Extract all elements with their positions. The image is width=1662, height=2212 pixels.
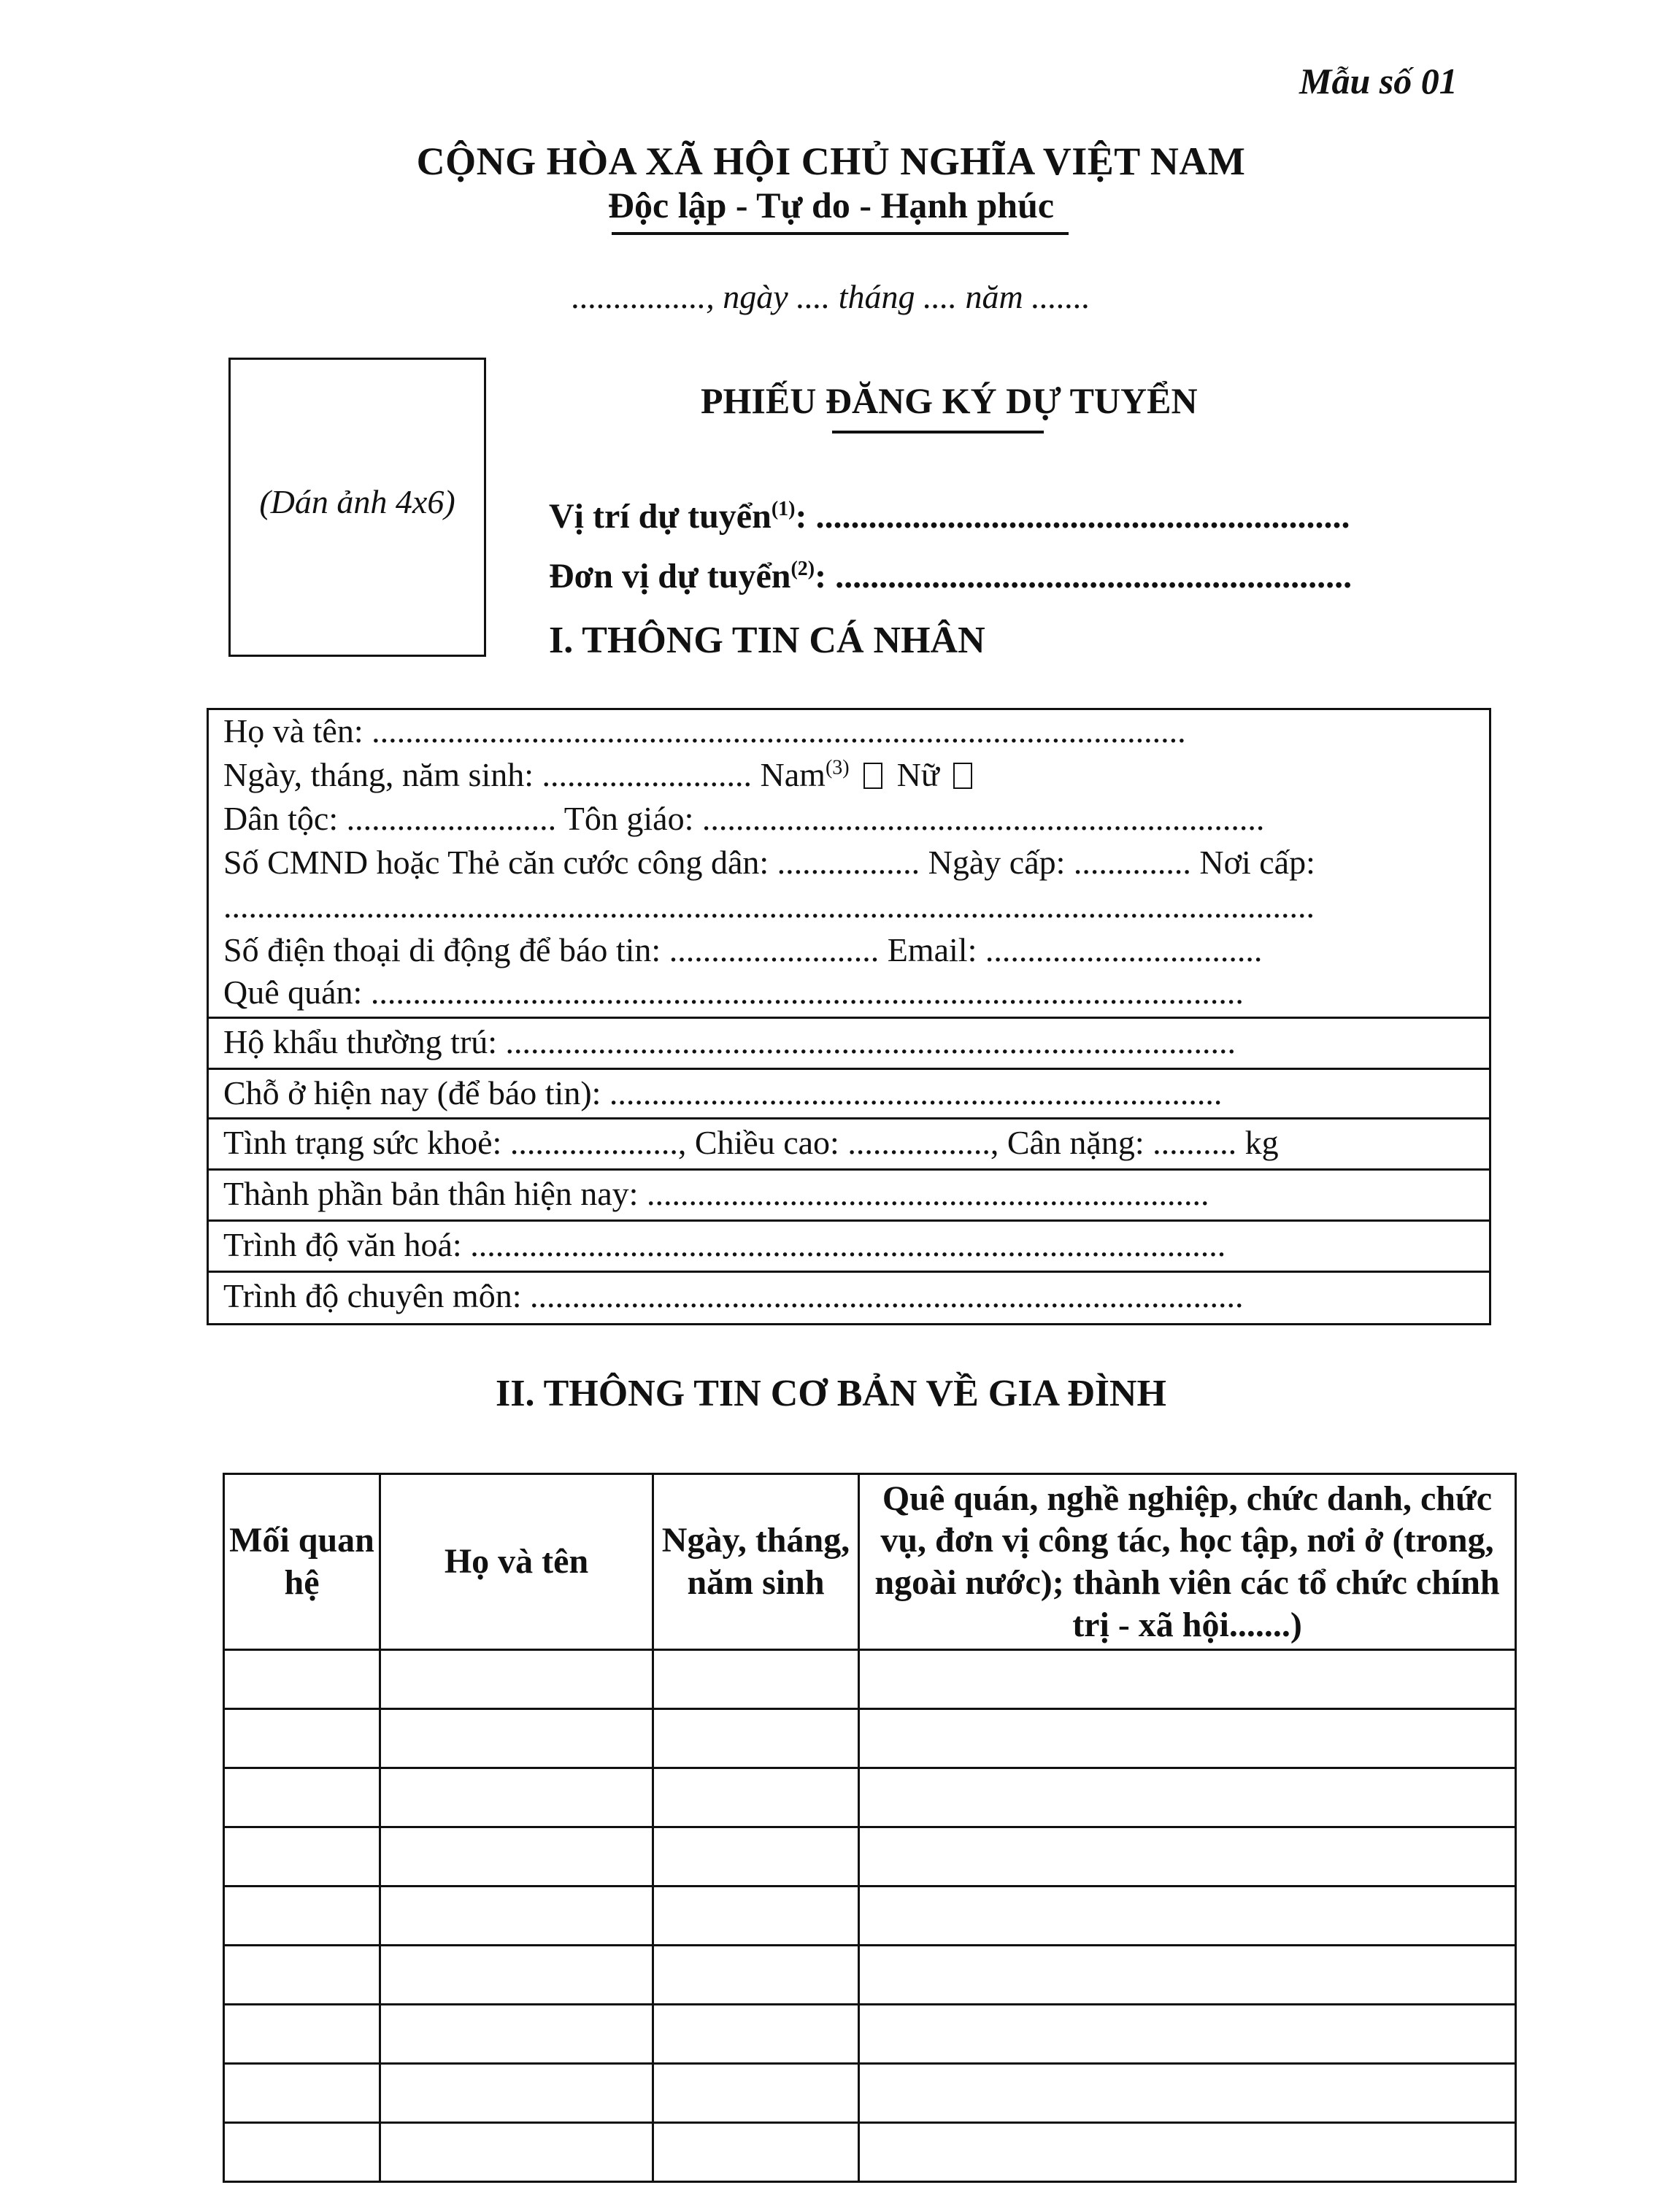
full-name-field[interactable]: Họ và tên: ................................................................................................. [223, 712, 1186, 749]
table-row [224, 1946, 1516, 2005]
relationship-cell[interactable] [224, 1887, 380, 1946]
form-title: PHIẾU ĐĂNG KÝ DỰ TUYỂN [701, 380, 1198, 421]
form-code: Mẫu số 01 [1299, 61, 1458, 101]
col-full-name: Họ và tên [380, 1474, 653, 1650]
name-cell[interactable] [380, 2123, 653, 2182]
details-cell[interactable] [859, 2005, 1516, 2064]
id-card-place-field[interactable]: .................................................................................................................................. [223, 887, 1315, 925]
birth-date-cell[interactable] [653, 1768, 859, 1827]
section-family-title: II. THÔNG TIN CƠ BẢN VỀ GIA ĐÌNH [496, 1373, 1166, 1414]
unit-field[interactable] [549, 556, 1352, 596]
details-cell[interactable] [859, 2123, 1516, 2182]
personal-info-box [207, 708, 1491, 1325]
dob-gender-field[interactable] [223, 755, 978, 794]
details-cell[interactable] [859, 1946, 1516, 2005]
id-card-field[interactable]: Số CMND hoặc Thẻ căn cước công dân: ................. Ngày cấp: .............. Nơi cấp: [223, 844, 1315, 881]
place-date-line: ................, ngày .... tháng .... năm ....... [572, 278, 1090, 315]
position-label: Vị trí dự tuyển [549, 497, 772, 536]
table-row [224, 2123, 1516, 2182]
name-cell[interactable] [380, 1768, 653, 1827]
row-divider [209, 1068, 1489, 1070]
name-cell[interactable] [380, 1709, 653, 1768]
table-row [224, 1827, 1516, 1887]
phone-email-field[interactable]: Số điện thoại di động để báo tin: ......................... Email: ................................. [223, 931, 1263, 968]
relationship-cell[interactable] [224, 2064, 380, 2123]
row-divider [209, 1219, 1489, 1222]
photo-label: (Dán ảnh 4x6) [259, 483, 455, 520]
name-cell[interactable] [380, 1946, 653, 2005]
footnote-3: (3) [825, 756, 850, 779]
unit-value[interactable]: : ........................................................... [815, 557, 1353, 596]
table-row [224, 2064, 1516, 2123]
name-cell[interactable] [380, 1827, 653, 1887]
health-field[interactable]: Tình trạng sức khoẻ: ...................., Chiều cao: ................., Cân nặng: .......... kg [223, 1124, 1279, 1161]
birth-date-cell[interactable] [653, 2005, 859, 2064]
name-cell[interactable] [380, 2064, 653, 2123]
national-title: CỘNG HÒA XÃ HỘI CHỦ NGHĨA VIỆT NAM [416, 139, 1246, 183]
birth-date-cell[interactable] [653, 1946, 859, 2005]
photo-placeholder[interactable] [228, 358, 486, 657]
relationship-cell[interactable] [224, 1650, 380, 1709]
col-details: Quê quán, nghề nghiệp, chức danh, chức vụ, đơn vị công tác, học tập, nơi ở (trong, ngoài nước); thành viên các tổ chức chính trị - xã hội.......) [859, 1474, 1516, 1650]
family-table [223, 1473, 1517, 2183]
relationship-cell[interactable] [224, 1827, 380, 1887]
current-address-field[interactable]: Chỗ ở hiện nay (để báo tin): ......................................................................... [223, 1074, 1223, 1111]
female-label: Nữ [896, 756, 939, 793]
footnote-1: (1) [771, 498, 796, 520]
motto-underline [612, 232, 1069, 235]
relationship-cell[interactable] [224, 2123, 380, 2182]
details-cell[interactable] [859, 2064, 1516, 2123]
table-row [224, 1768, 1516, 1827]
details-cell[interactable] [859, 1709, 1516, 1768]
social-status-field[interactable]: Thành phần bản thân hiện nay: ................................................................... [223, 1175, 1209, 1212]
relationship-cell[interactable] [224, 1709, 380, 1768]
details-cell[interactable] [859, 1650, 1516, 1709]
unit-label: Đơn vị dự tuyển [549, 557, 791, 596]
birth-date-cell[interactable] [653, 1650, 859, 1709]
relationship-cell[interactable] [224, 2005, 380, 2064]
relationship-cell[interactable] [224, 1768, 380, 1827]
section-personal-title: I. THÔNG TIN CÁ NHÂN [549, 620, 985, 661]
table-row [224, 1709, 1516, 1768]
row-divider [209, 1271, 1489, 1273]
birth-date-cell[interactable] [653, 2123, 859, 2182]
col-relationship: Mối quan hệ [224, 1474, 380, 1650]
table-row [224, 1887, 1516, 1946]
birth-date-cell[interactable] [653, 1887, 859, 1946]
birth-date-cell[interactable] [653, 1827, 859, 1887]
title-underline [832, 431, 1044, 433]
details-cell[interactable] [859, 1827, 1516, 1887]
name-cell[interactable] [380, 1650, 653, 1709]
row-divider [209, 1168, 1489, 1171]
female-checkbox[interactable] [953, 763, 972, 789]
hometown-field[interactable]: Quê quán: ........................................................................................................ [223, 974, 1244, 1011]
ethnicity-religion-field[interactable]: Dân tộc: ......................... Tôn giáo: ................................................................... [223, 800, 1265, 837]
table-header-row [224, 1474, 1516, 1650]
table-row [224, 1650, 1516, 1709]
name-cell[interactable] [380, 1887, 653, 1946]
row-divider [209, 1017, 1489, 1019]
permanent-residence-field[interactable]: Hộ khẩu thường trú: ....................................................................................... [223, 1023, 1236, 1060]
table-row [224, 2005, 1516, 2064]
details-cell[interactable] [859, 1887, 1516, 1946]
professional-level-field[interactable]: Trình độ chuyên môn: ..................................................................................... [223, 1277, 1244, 1314]
position-value[interactable]: : ............................................................. [795, 497, 1350, 536]
birth-date-cell[interactable] [653, 2064, 859, 2123]
footnote-2: (2) [790, 558, 815, 580]
row-divider [209, 1117, 1489, 1120]
name-cell[interactable] [380, 2005, 653, 2064]
col-birth-date: Ngày, tháng, năm sinh [653, 1474, 859, 1650]
dob-label[interactable]: Ngày, tháng, năm sinh: ......................... Nam [223, 756, 826, 793]
relationship-cell[interactable] [224, 1946, 380, 2005]
birth-date-cell[interactable] [653, 1709, 859, 1768]
position-field[interactable] [549, 496, 1350, 536]
details-cell[interactable] [859, 1768, 1516, 1827]
education-level-field[interactable]: Trình độ văn hoá: .......................................................................................... [223, 1226, 1226, 1263]
male-checkbox[interactable] [863, 763, 882, 789]
national-motto: Độc lập - Tự do - Hạnh phúc [607, 185, 1055, 226]
